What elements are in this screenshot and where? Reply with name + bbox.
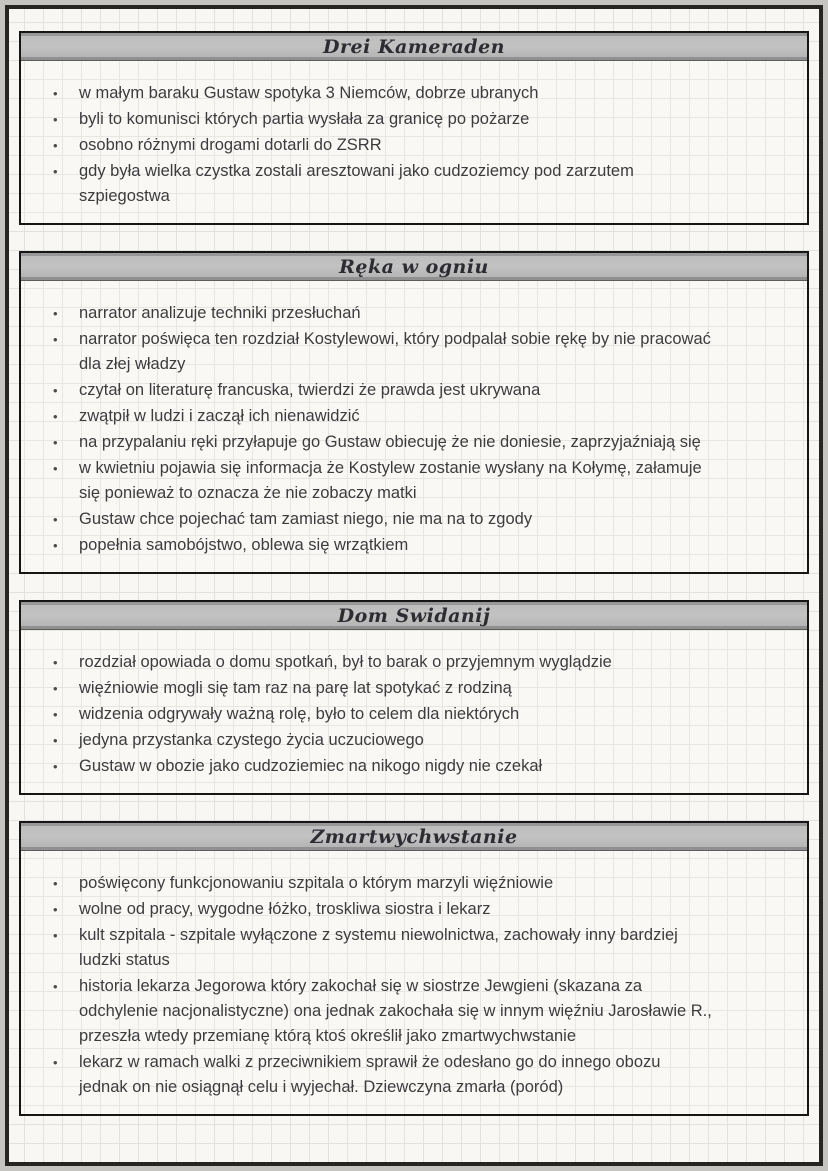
note-text: rozdział opowiada o domu spotkań, był to barak o przyjemnym wyglądzie <box>79 653 612 671</box>
notes-list <box>21 61 807 223</box>
note-item <box>47 456 712 506</box>
bullet-icon: • <box>53 928 58 943</box>
note-item <box>47 301 712 326</box>
notes-list <box>21 851 807 1114</box>
notebook-paper <box>5 5 823 1166</box>
note-text: w kwietniu pojawia się informacja że Kostylew zostanie wysłany na Kołymę, załamuje się ponieważ to oznacza że nie zobaczy matki <box>79 459 702 502</box>
bullet-icon: • <box>53 383 58 398</box>
note-item <box>47 430 712 455</box>
bullet-icon: • <box>53 435 58 450</box>
section-title: Dom Swidanij <box>337 604 491 627</box>
note-item <box>47 159 712 209</box>
note-text: więźniowie mogli się tam raz na parę lat spotykać z rodziną <box>79 679 512 697</box>
note-item <box>47 702 712 727</box>
bullet-icon: • <box>53 86 58 101</box>
note-text: jedyna przystanka czystego życia uczuciowego <box>79 731 424 749</box>
section-title-bar <box>21 602 807 630</box>
bullet-icon: • <box>53 461 58 476</box>
bullet-icon: • <box>53 681 58 696</box>
note-text: lekarz w ramach walki z przeciwnikiem sprawił że odesłano go do innego obozu jednak on nie osiągnął celu i wyjechał. Dziewczyna zmarła (poród) <box>79 1053 661 1096</box>
bullet-icon: • <box>53 538 58 553</box>
bullet-icon: • <box>53 164 58 179</box>
note-item <box>47 404 712 429</box>
section-drei-kameraden <box>19 31 809 225</box>
note-item <box>47 1050 712 1100</box>
note-item <box>47 754 712 779</box>
note-text: czytał on literaturę francuska, twierdzi że prawda jest ukrywana <box>79 381 541 399</box>
section-dom-swidanij <box>19 600 809 795</box>
section-title: Drei Kameraden <box>323 35 505 58</box>
note-item <box>47 378 712 403</box>
bullet-icon: • <box>53 655 58 670</box>
notes-list <box>21 281 807 572</box>
section-title-bar <box>21 33 807 61</box>
section-title-bar <box>21 253 807 281</box>
note-item <box>47 728 712 753</box>
bullet-icon: • <box>53 409 58 424</box>
note-item <box>47 650 712 675</box>
note-text: popełnia samobójstwo, oblewa się wrzątkiem <box>79 536 409 554</box>
note-text: narrator poświęca ten rozdział Kostylewowi, który podpalał sobie rękę by nie pracować dla złej władzy <box>79 330 711 373</box>
section-zmartwychwstanie <box>19 821 809 1116</box>
section-title-bar <box>21 823 807 851</box>
note-item <box>47 676 712 701</box>
bullet-icon: • <box>53 112 58 127</box>
section-reka-w-ogniu <box>19 251 809 574</box>
note-item <box>47 923 712 973</box>
section-title: Zmartwychwstanie <box>310 825 518 848</box>
bullet-icon: • <box>53 876 58 891</box>
note-text: widzenia odgrywały ważną rolę, było to celem dla niektórych <box>79 705 520 723</box>
note-item <box>47 81 712 106</box>
bullet-icon: • <box>53 979 58 994</box>
note-item <box>47 897 712 922</box>
note-item <box>47 507 712 532</box>
note-text: byli to komunisci których partia wysłała za granicę po pożarze <box>79 110 530 128</box>
bullet-icon: • <box>53 902 58 917</box>
note-text: narrator analizuje techniki przesłuchań <box>79 304 361 322</box>
bullet-icon: • <box>53 306 58 321</box>
note-item <box>47 107 712 132</box>
note-text: Gustaw w obozie jako cudzoziemiec na nikogo nigdy nie czekał <box>79 757 543 775</box>
bullet-icon: • <box>53 1055 58 1070</box>
bullet-icon: • <box>53 332 58 347</box>
note-text: osobno różnymi drogami dotarli do ZSRR <box>79 136 382 154</box>
note-text: w małym baraku Gustaw spotyka 3 Niemców, dobrze ubranych <box>79 84 539 102</box>
note-item <box>47 871 712 896</box>
note-item <box>47 133 712 158</box>
note-text: Gustaw chce pojechać tam zamiast niego, nie ma na to zgody <box>79 510 533 528</box>
notes-list <box>21 630 807 793</box>
note-text: zwątpił w ludzi i zaczął ich nienawidzić <box>79 407 360 425</box>
bullet-icon: • <box>53 512 58 527</box>
bullet-icon: • <box>53 733 58 748</box>
note-item <box>47 327 712 377</box>
note-text: poświęcony funkcjonowaniu szpitala o którym marzyli więźniowie <box>79 874 554 892</box>
note-item <box>47 533 712 558</box>
section-title: Ręka w ogniu <box>339 255 489 278</box>
note-item <box>47 974 712 1049</box>
bullet-icon: • <box>53 138 58 153</box>
bullet-icon: • <box>53 759 58 774</box>
note-text: wolne od pracy, wygodne łóżko, troskliwa siostra i lekarz <box>79 900 491 918</box>
note-text: kult szpitala - szpitale wyłączone z systemu niewolnictwa, zachowały inny bardziej ludzki status <box>79 926 678 969</box>
note-text: na przypalaniu ręki przyłapuje go Gustaw obiecuję że nie doniesie, zaprzyjaźniają się <box>79 433 701 451</box>
note-text: gdy była wielka czystka zostali aresztowani jako cudzoziemcy pod zarzutem szpiegostwa <box>79 162 634 205</box>
note-text: historia lekarza Jegorowa który zakochał się w siostrze Jewgieni (skazana za odchylenie nacjonalistyczne) ona jednak zakochała się w innym więźniu Jarosławie R., przeszła wtedy przemianę którą ktoś określił jako zmartwychwstanie <box>79 977 712 1045</box>
bullet-icon: • <box>53 707 58 722</box>
